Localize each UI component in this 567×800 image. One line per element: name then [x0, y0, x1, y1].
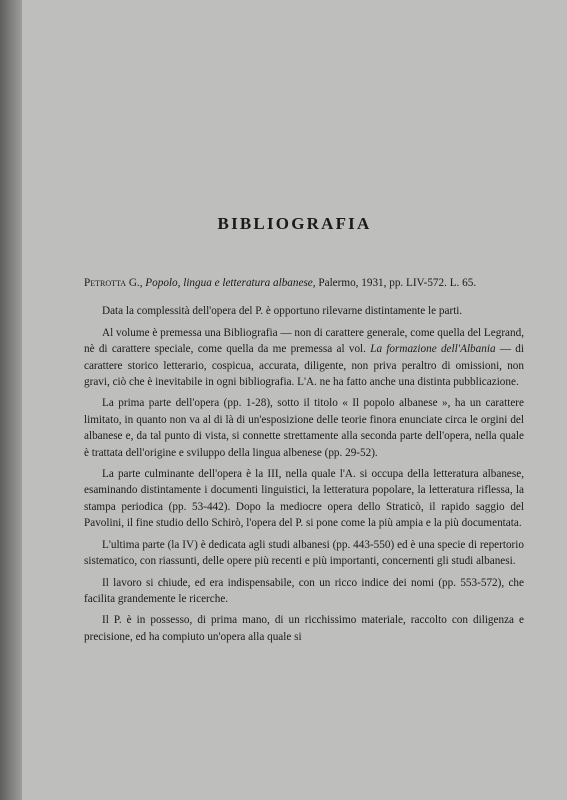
page-title: BIBLIOGRAFIA	[217, 214, 372, 233]
paragraph: Il lavoro si chiude, ed era indispensabile, con un ricco indice dei nomi (pp. 553-572), che facilita grandemente le ricerche.	[84, 576, 524, 605]
paragraph: Il P. è in possesso, di prima mano, di un ricchissimo materiale, raccolto con diligenza e precisione, ed ha compiuto un'opera alla quale si	[84, 614, 524, 643]
book-page	[22, 0, 567, 800]
cited-title: La formazione dell'Albania	[370, 343, 496, 356]
paragraph: L'ultima parte (la IV) è dedicata agli studi albanesi (pp. 443-550) ed è una specie di repertorio sistematico, con riassunti, delle opere più recenti e più importanti, concernenti gli studi albanesi.	[84, 538, 524, 568]
entry-title: Popolo, lingua e letteratura albanese,	[145, 277, 316, 289]
bibliographic-entry	[84, 275, 524, 291]
paragraph: La prima parte dell'opera (pp. 1-28), sotto il titolo « Il popolo albanese », ha un carattere limitato, in quanto non va al di là di un'esposizione delle teorie finora enunciate circa le orgini del albanese e, da tal punto di vista, si connette strettamente alla seconda parte dell'opera, nella quale è trattata dell'origine e sviluppo della lingua albenese (pp. 29-52).	[84, 397, 524, 459]
paragraph: Al volume è premessa una Bibliografia — non di carattere generale, come quella del Legrand, nè di carattere speciale, come quella da me premessa al vol. La formazione dell'Albania — di carattere storico letterario, cospicua, accurata, diligente, non priva peraltro di omissioni, non gravi, ciò che è inevitabile in ogni bibliografia. L'A. ne ha fatto anche una distinta pubblicazione.	[84, 326, 524, 389]
paragraph: La parte culminante dell'opera è la III, nella quale l'A. si occupa della letteratura albanese, esaminando distintamente i documenti linguistici, la letteratura popolare, la letteratura riflessa, la stampa periodica (pp. 53-442). Dopo la mediocre opera dello Straticò, il rapido saggio del Pavolini, il fine studio dello Schirò, l'opera del P. si pone come la più ampia e la più documentata.	[84, 468, 524, 530]
entry-author: Petrotta G.,	[84, 277, 143, 289]
entry-details: Palermo, 1931, pp. LIV-572. L. 65.	[315, 277, 477, 289]
review-body	[84, 275, 524, 650]
book-spine	[0, 0, 22, 800]
paragraph: Data la complessità dell'opera del P. è opportuno rilevarne distintamente le parti.	[102, 305, 463, 318]
